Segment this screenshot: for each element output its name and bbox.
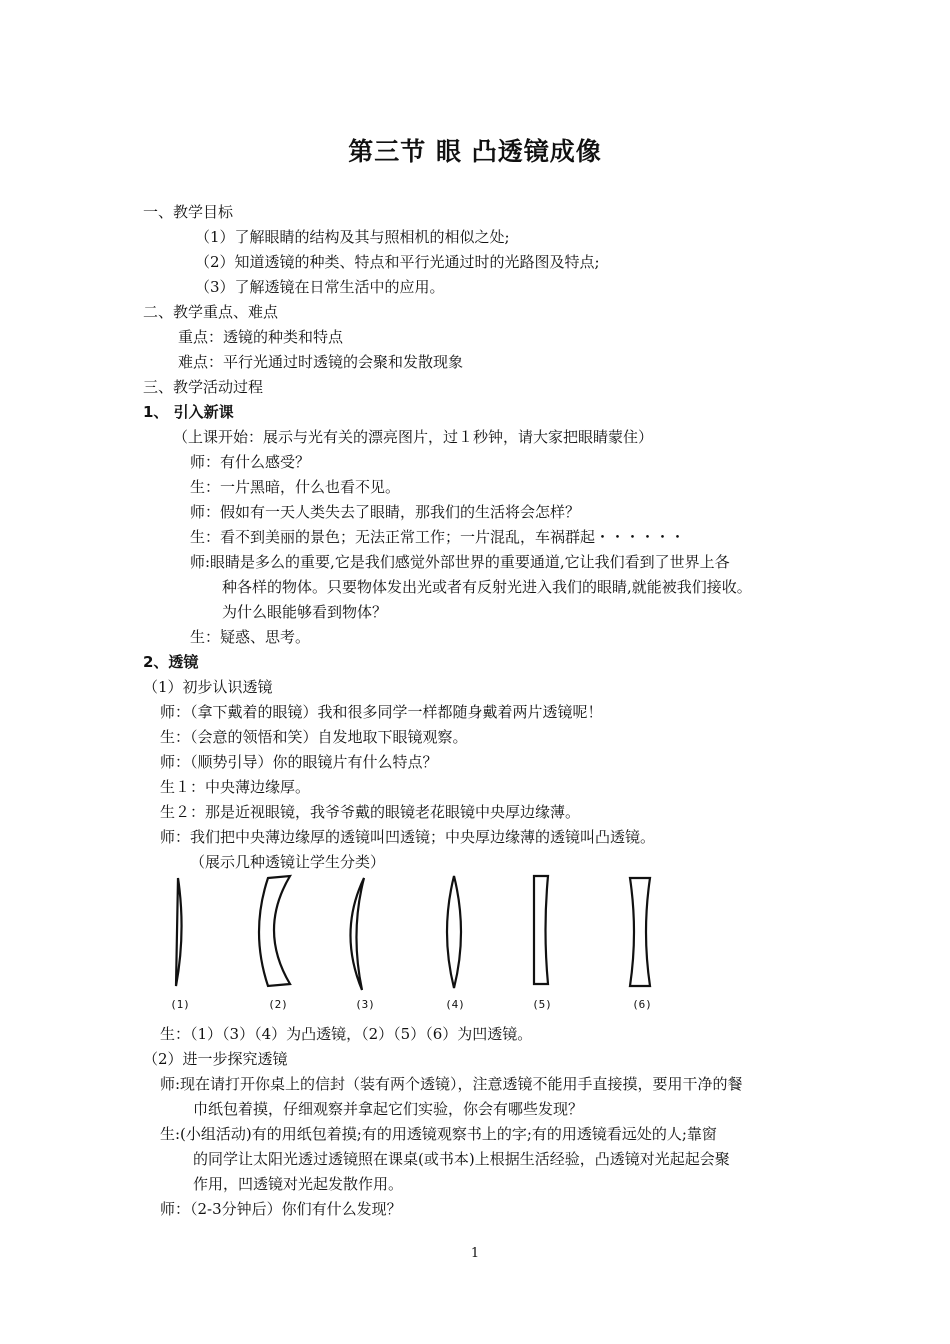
text-line: 生：疑惑、思考。 — [190, 628, 311, 646]
text-line: 生１：中央薄边缘厚。 — [160, 778, 311, 796]
text-line: 二、教学重点、难点 — [143, 303, 279, 321]
text-line: 一、教学目标 — [143, 203, 234, 221]
text-line: 生：（会意的领悟和笑）自发地取下眼镜观察。 — [160, 728, 468, 746]
lens-figure — [150, 868, 670, 1018]
text-line: 2、透镜 — [143, 653, 199, 671]
text-line: 师:眼睛是多么的重要,它是我们感觉外部世界的重要通道,它让我们看到了世界上各 — [190, 553, 730, 571]
text-line: 的同学让太阳光透过透镜照在课桌(或书本)上根据生活经验，凸透镜对光起起会聚 — [193, 1150, 730, 1168]
lens-2-shape — [259, 876, 290, 986]
text-line: 作用，凹透镜对光起发散作用。 — [193, 1175, 404, 1193]
text-line: 师：（顺势引导）你的眼镜片有什么特点？ — [160, 753, 438, 771]
text-line: 生:(小组活动)有的用纸包着摸;有的用透镜观察书上的字;有的用透镜看远处的人;靠窗 — [160, 1125, 717, 1143]
lens-label-5: (5) — [532, 998, 552, 1011]
lens-label-2: (2) — [268, 998, 288, 1011]
text-line: 师：假如有一天人类失去了眼睛，那我们的生活将会怎样？ — [190, 503, 581, 521]
text-line: 为什么眼能够看到物体？ — [222, 603, 388, 621]
lens-1-shape — [176, 878, 182, 986]
text-line: 师：有什么感受？ — [190, 453, 311, 471]
text-line: 师:现在请打开你桌上的信封（装有两个透镜），注意透镜不能用手直接摸，要用干净的餐 — [160, 1075, 743, 1093]
text-line: 难点：平行光通过时透镜的会聚和发散现象 — [178, 353, 464, 371]
text-line: （3）了解透镜在日常生活中的应用。 — [195, 278, 445, 296]
text-line: （1）初步认识透镜 — [143, 678, 273, 696]
text-line: 生２：那是近视眼镜，我爷爷戴的眼镜老花眼镜中央厚边缘薄。 — [160, 803, 581, 821]
text-line: 生：一片黑暗，什么也看不见。 — [190, 478, 401, 496]
lens-label-4: (4) — [445, 998, 465, 1011]
lens-5-shape — [534, 876, 548, 984]
text-line: （1）了解眼睛的结构及其与照相机的相似之处; — [195, 228, 510, 246]
text-line: 三、教学活动过程 — [143, 378, 264, 396]
text-line: 师：（2-3分钟后）你们有什么发现？ — [160, 1200, 402, 1218]
page-number: 1 — [470, 1246, 480, 1261]
lens-4-shape — [447, 876, 461, 988]
text-line: 巾纸包着摸，仔细观察并拿起它们实验，你会有哪些发现？ — [193, 1100, 584, 1118]
lens-diagram — [150, 868, 670, 1018]
text-line: 师：（拿下戴着的眼镜）我和很多同学一样都随身戴着两片透镜呢！ — [160, 703, 603, 721]
lens-6-shape — [630, 878, 650, 986]
text-line: （2）进一步探究透镜 — [143, 1050, 288, 1068]
lens-label-1: (1) — [170, 998, 190, 1011]
text-line: 师：我们把中央薄边缘厚的透镜叫凹透镜；中央厚边缘薄的透镜叫凸透镜。 — [160, 828, 656, 846]
text-line: 生：（1）（3）（4）为凸透镜，（2）（5）（6）为凹透镜。 — [160, 1025, 533, 1043]
text-line: 种各样的物体。只要物体发出光或者有反射光进入我们的眼睛,就能被我们接收。 — [222, 578, 752, 596]
text-line: 1、 引入新课 — [143, 403, 234, 421]
lens-label-3: (3) — [355, 998, 375, 1011]
text-line: （展示几种透镜让学生分类） — [190, 853, 386, 871]
text-line: 重点：透镜的种类和特点 — [178, 328, 344, 346]
lens-label-6: (6) — [632, 998, 652, 1011]
lens-3-shape — [350, 878, 364, 990]
text-line: 生：看不到美丽的景色；无法正常工作；一片混乱，车祸群起・・・・・・ — [190, 528, 686, 546]
text-line: （上课开始：展示与光有关的漂亮图片，过１秒钟，请大家把眼睛蒙住） — [173, 428, 654, 446]
page-title: 第三节 眼 凸透镜成像 — [348, 137, 602, 166]
text-line: （2）知道透镜的种类、特点和平行光通过时的光路图及特点; — [195, 253, 600, 271]
